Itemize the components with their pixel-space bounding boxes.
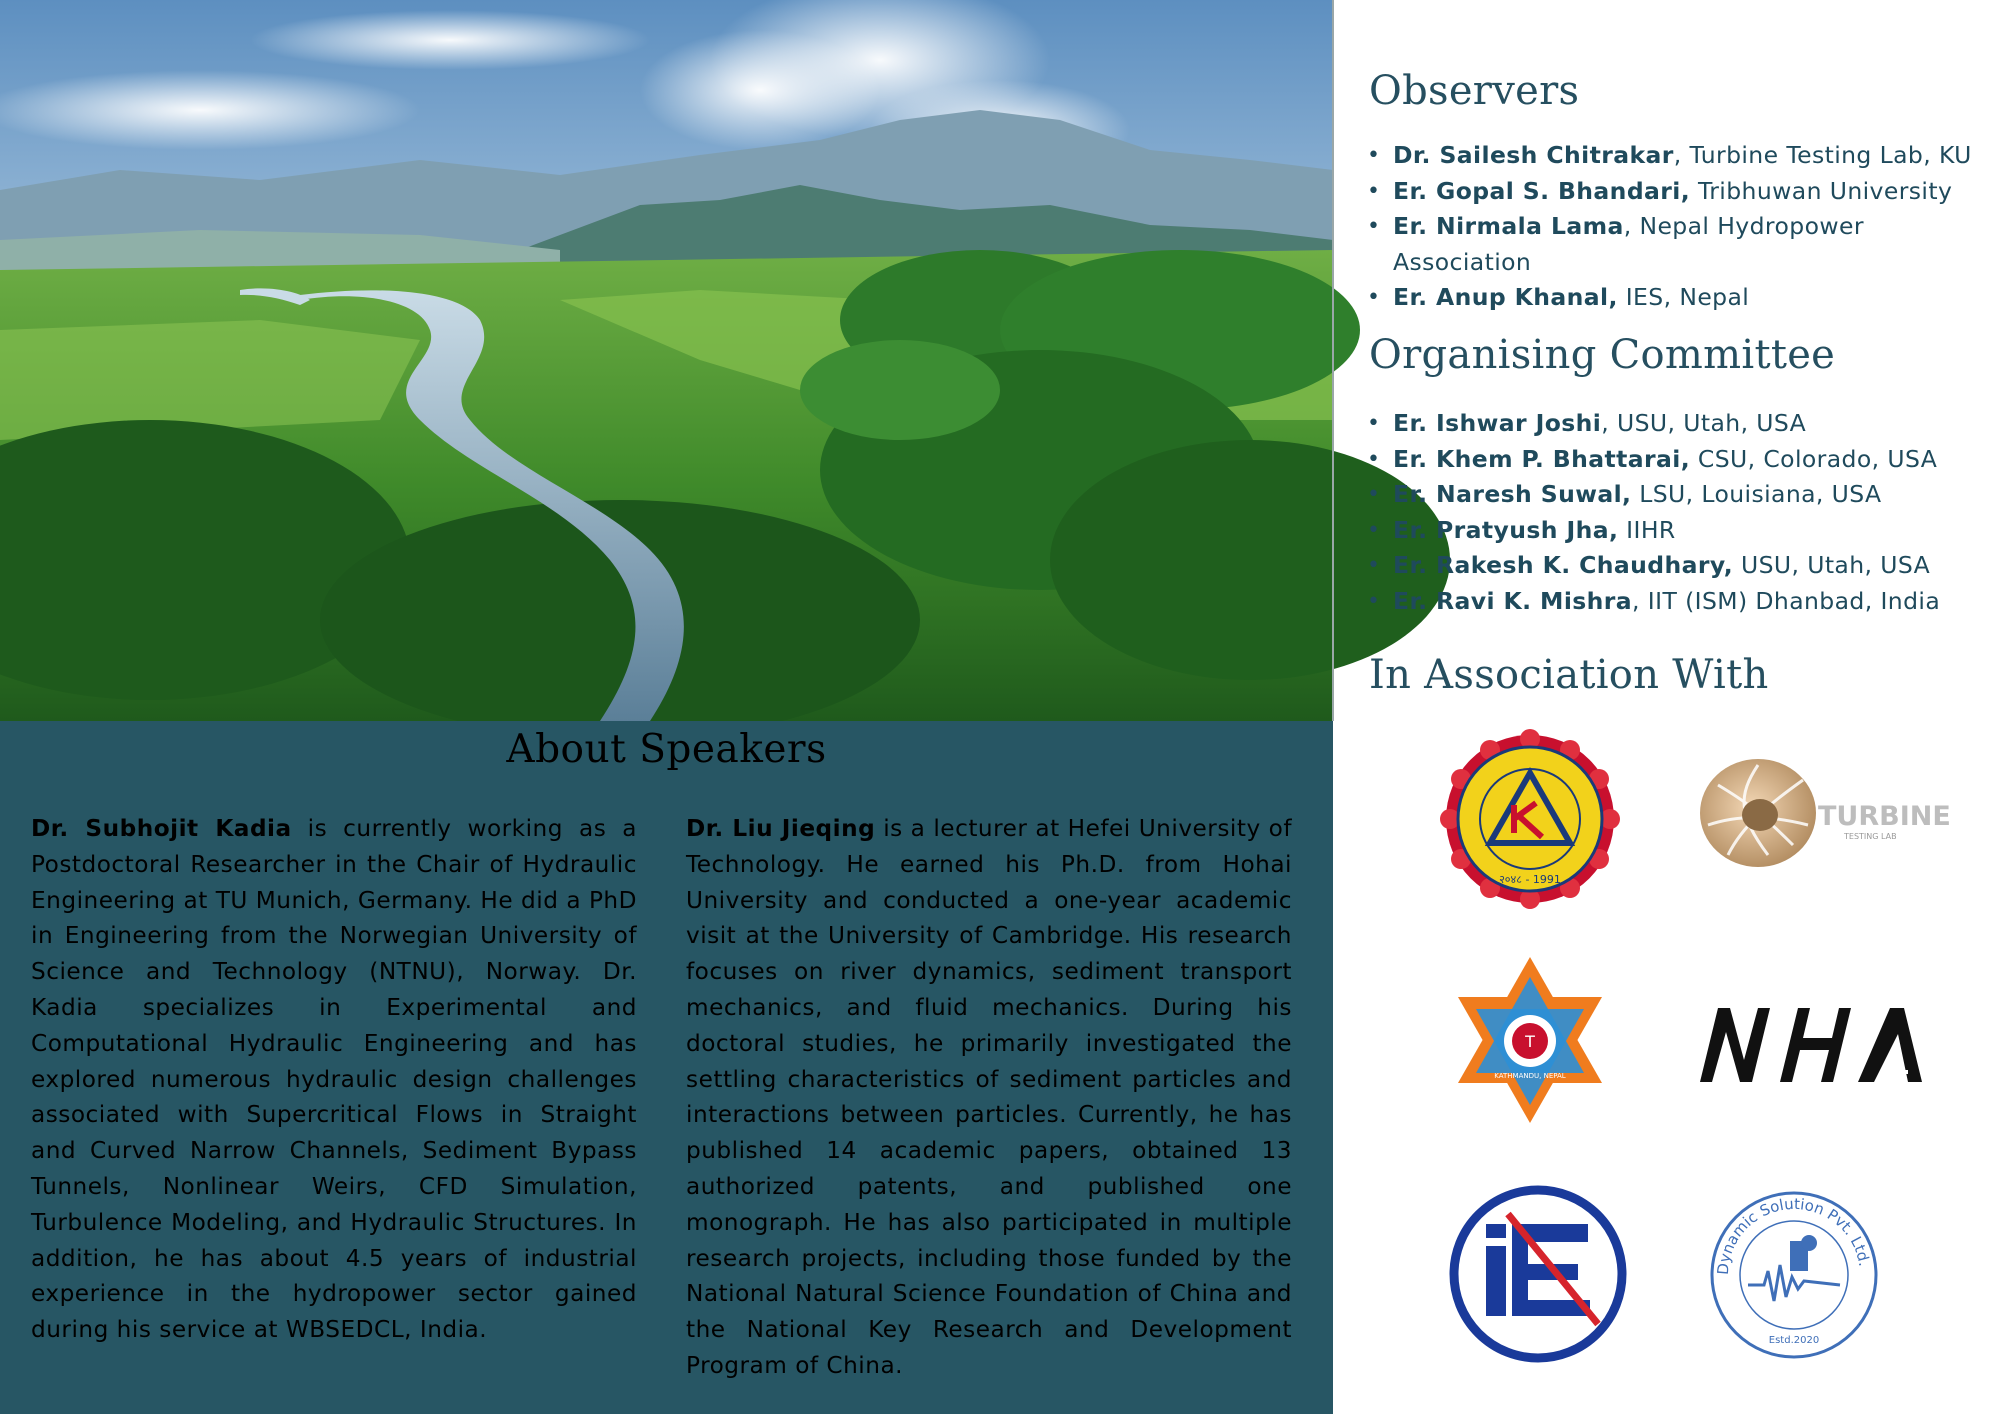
svg-text:T: T xyxy=(1525,1032,1535,1051)
person-name: Er. Naresh Suwal, xyxy=(1393,480,1632,509)
speaker-name: Dr. Liu Jieqing xyxy=(686,815,876,842)
person-affiliation: Tribhuwan University xyxy=(1690,176,1953,205)
list-item xyxy=(1366,174,1996,210)
testing-lab-word: TESTING LAB xyxy=(1844,832,1897,841)
organising-committee-title: Organising Committee xyxy=(1369,332,1836,378)
person-name: Dr. Sailesh Chitrakar xyxy=(1393,141,1674,169)
tu-location: KATHMANDU, NEPAL xyxy=(1494,1072,1566,1080)
dynamic-solution-estd: Estd.2020 xyxy=(1768,1335,1820,1346)
list-item xyxy=(1366,477,1996,513)
list-item xyxy=(1366,442,1996,478)
person-affiliation: USU, Utah, USA xyxy=(1733,551,1931,580)
person-affiliation: CSU, Colorado, USA xyxy=(1690,444,1938,473)
list-item xyxy=(1366,280,1996,316)
speaker-bio-liu xyxy=(686,811,1292,1384)
river-valley-illustration xyxy=(0,0,1333,721)
person-affiliation: LSU, Louisiana, USA xyxy=(1631,480,1882,509)
tribhuvan-university-icon xyxy=(1456,955,1604,1125)
observers-title: Observers xyxy=(1369,68,1580,114)
ies-logo-icon xyxy=(1448,1184,1628,1364)
speaker-bio-kadia xyxy=(31,811,637,1348)
person-name: Er. Gopal S. Bhandari, xyxy=(1393,176,1691,205)
vertical-divider xyxy=(1332,0,1334,721)
list-item xyxy=(1366,209,1996,280)
dynamic-solution-logo-icon xyxy=(1708,1185,1880,1361)
list-item xyxy=(1366,513,1996,549)
nha-logo-icon xyxy=(1700,1004,1922,1086)
person-name: Er. Anup Khanal, xyxy=(1393,283,1618,312)
person-affiliation: , USU, Utah, USA xyxy=(1601,409,1807,437)
person-name: Er. Khem P. Bhattarai, xyxy=(1393,444,1691,473)
person-name: Er. Pratyush Jha, xyxy=(1393,515,1619,544)
person-name: Er. Rakesh K. Chaudhary, xyxy=(1393,551,1734,580)
about-speakers-title: About Speakers xyxy=(506,727,827,772)
person-name: Er. Nirmala Lama xyxy=(1393,212,1624,241)
committee-list xyxy=(1366,406,1996,620)
person-name: Er. Ravi K. Mishra xyxy=(1393,586,1633,615)
landscape-photo xyxy=(0,0,1333,721)
turbine-testing-lab-icon xyxy=(1698,755,1951,881)
association-title: In Association With xyxy=(1369,652,1769,698)
speaker-bio-text: is currently working as a Postdoctoral Researcher in the Chair of Hydraulic Engineering at TU Munich, Germany. He did a PhD in Engineering from the Norwegian University of Science and Technology (NTNU), Norway. Dr. Kadia specializes in Experimental and Computational Hydraulic Engineering and has explored numerous hydraulic design challenges associated with Supercritical Flows in Straight and Curved Narrow Channels, Sediment Bypass Tunnels, Nonlinear Weirs, CFD Simulation, Turbulence Modeling, and Hydraulic Structures. In addition, he has about 4.5 years of industrial experience in the hydropower sector gained during his service at WBSEDCL, India. xyxy=(31,815,637,1344)
speaker-name: Dr. Subhojit Kadia xyxy=(31,815,292,842)
person-affiliation: , Nepal Hydropower Association xyxy=(1393,212,1864,276)
speaker-bio-text: is a lecturer at Hefei University of Technology. He earned his Ph.D. from Hohai University and conducted a one-year academic visit at the University of Cambridge. His research focuses on river dynamics, sediment transport mechanics, and fluid mechanics. During his doctoral studies, he primarily investigated the settling characteristics of sediment particles and interactions between particles. Currently, he has published 14 academic papers, obtained 13 authorized patents, and published one monograph. He has also participated in multiple research projects, including those funded by the National Natural Science Foundation of China and the National Key Research and Development Program of China. xyxy=(686,815,1292,1379)
person-name: Er. Ishwar Joshi xyxy=(1393,409,1602,437)
dynamic-solution-name: Dynamic Solution Pvt. Ltd. xyxy=(1713,1194,1874,1276)
list-item xyxy=(1366,584,1996,620)
list-item xyxy=(1366,138,1996,174)
kathmandu-university-seal-icon xyxy=(1444,733,1616,905)
person-affiliation: IIHR xyxy=(1618,515,1676,544)
turbine-word: TURBINE xyxy=(1818,801,1951,832)
list-item xyxy=(1366,406,1996,442)
list-item xyxy=(1366,548,1996,584)
person-affiliation: , IIT (ISM) Dhanbad, India xyxy=(1632,586,1941,615)
observers-list xyxy=(1366,138,1996,316)
ku-seal-year: २०४८ - 1991 xyxy=(1499,873,1561,886)
person-affiliation: , Turbine Testing Lab, KU xyxy=(1673,141,1972,169)
person-affiliation: IES, Nepal xyxy=(1617,283,1750,312)
